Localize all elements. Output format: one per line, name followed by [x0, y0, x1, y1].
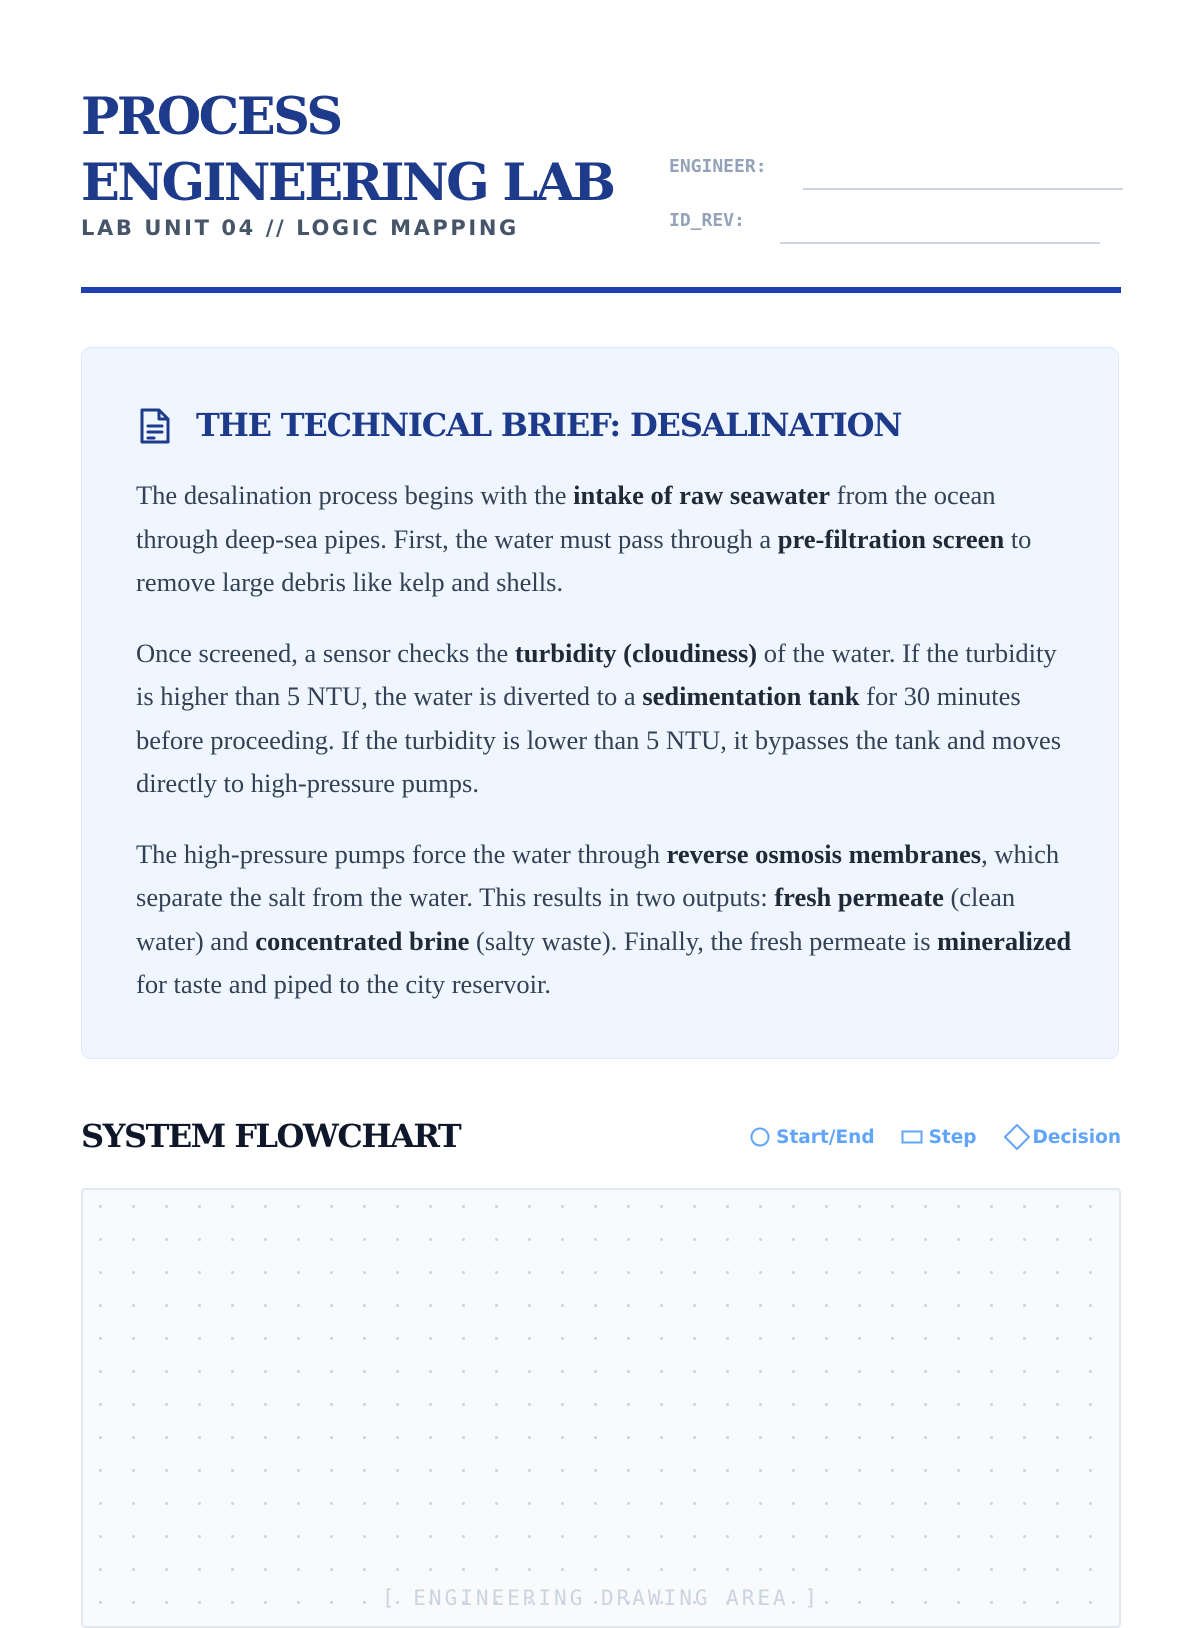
legend-item-decision [1003, 1123, 1121, 1151]
brief-key-term: intake of raw seawater [573, 480, 830, 510]
flowchart-legend [750, 1124, 1121, 1150]
id-rev-field[interactable] [780, 242, 1100, 244]
brief-key-term: sedimentation tank [642, 681, 860, 711]
brief-text: from the ocean through deep-sea pipes. First, the water must pass through a [136, 480, 996, 554]
brief-key-term: mineralized [937, 925, 1072, 956]
legend-label-start-end: Start/End [776, 1126, 875, 1148]
brief-key-term: turbidity (cloudiness) [514, 637, 758, 668]
brief-key-term: reverse osmosis membranes [666, 838, 982, 869]
brief-key-term: concentrated brine [255, 925, 470, 956]
brief-key-term: pre-filtration screen [777, 523, 1005, 554]
legend-label-step: Step [928, 1126, 977, 1148]
legend-item-start-end [750, 1127, 874, 1148]
brief-text: of the water. If the turbidity is higher than 5 NTU, the water is diverted to a [136, 637, 1057, 711]
flowchart-title: SYSTEM FLOWCHART [81, 1117, 461, 1155]
brief-text: (salty waste). Finally, the fresh permeate is [469, 925, 938, 956]
circle-icon [750, 1127, 770, 1147]
brief-text: The high-pressure pumps force the water through [136, 838, 667, 869]
header-divider [81, 287, 1121, 293]
brief-text: Once screened, a sensor checks the [136, 637, 515, 668]
engineer-label: ENGINEER: [669, 156, 767, 177]
brief-text: to remove large debris like kelp and shells. [136, 523, 1032, 597]
technical-brief-card [81, 347, 1119, 1059]
legend-item-step [901, 1127, 977, 1148]
brief-text: (clean water) and [136, 882, 1016, 956]
worksheet-page [81, 0, 1121, 1610]
flowchart-header [81, 1112, 1121, 1162]
legend-label-decision: Decision [1032, 1126, 1121, 1148]
id-rev-label: ID_REV: [669, 210, 745, 231]
brief-paragraph [136, 474, 1076, 605]
page-title: PROCESS ENGINEERING LAB [81, 87, 614, 213]
brief-text: for taste and piped to the city reservoir. [136, 969, 552, 999]
page-subtitle: LAB UNIT 04 // LOGIC MAPPING [81, 216, 519, 240]
worksheet-header [81, 84, 1121, 294]
document-icon [138, 407, 172, 445]
diamond-icon [1003, 1123, 1031, 1151]
brief-key-term: fresh permeate [774, 882, 944, 912]
engineering-drawing-area[interactable] [81, 1188, 1121, 1628]
brief-title: THE TECHNICAL BRIEF: DESALINATION [196, 406, 902, 444]
brief-paragraph [136, 833, 1076, 1007]
drawing-area-placeholder: [ ENGINEERING DRAWING AREA ] [381, 1586, 820, 1610]
brief-text: for 30 minutes before proceeding. If the turbidity is lower than 5 NTU, it bypasses the tank and moves directly to high-pressure pumps. [136, 681, 1062, 798]
brief-text: The desalination process begins with the [136, 480, 574, 510]
brief-paragraph [136, 632, 1076, 806]
brief-body [136, 474, 1076, 1034]
brief-text: , which separate the salt from the water. This results in two outputs: [136, 838, 1060, 912]
rectangle-icon [901, 1129, 923, 1145]
engineer-field[interactable] [803, 188, 1123, 190]
